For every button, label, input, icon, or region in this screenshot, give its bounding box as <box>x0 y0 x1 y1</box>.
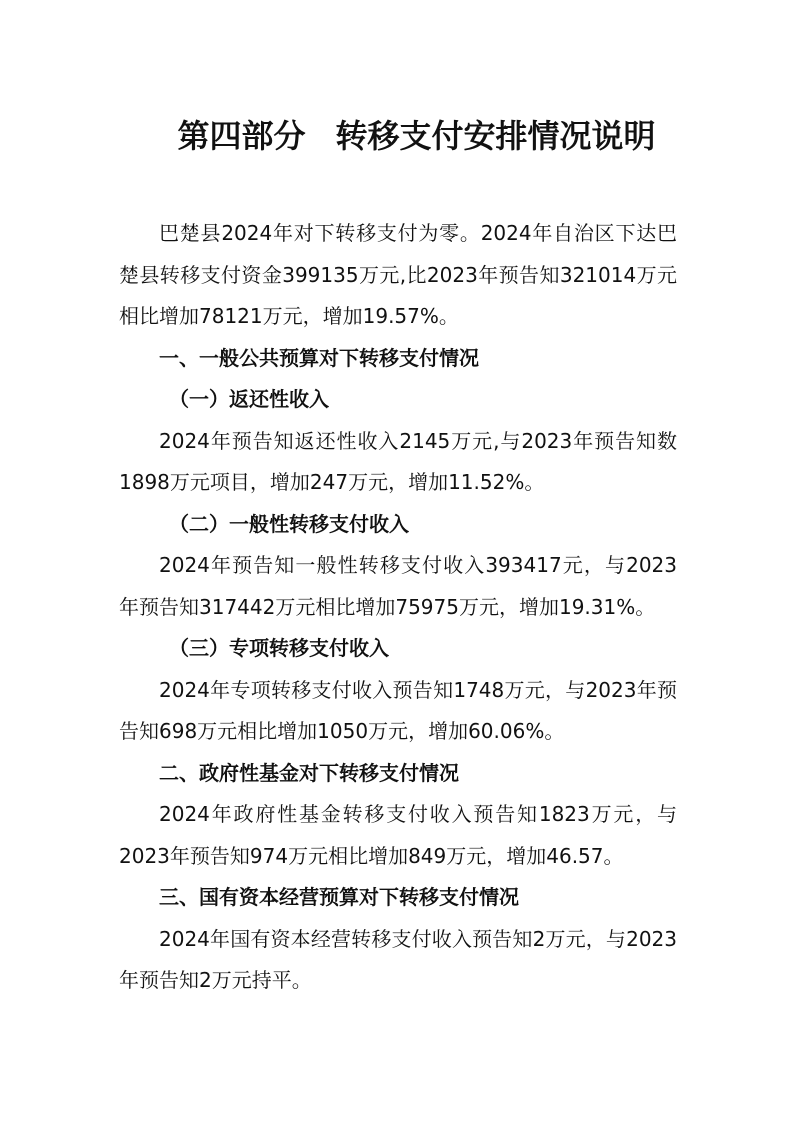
section-2-heading: 二、政府性基金对下转移支付情况 <box>159 760 459 785</box>
page-title <box>0 110 793 162</box>
subsection-1-paragraph: 2024年预告知返还性收入2145万元,与2023年预告知数1898万元项目，增加247万元，增加11.52%。 <box>119 428 677 494</box>
intro-paragraph: 巴楚县2024年对下转移支付为零。2024年自治区下达巴楚县转移支付资金399135万元,比2023年预告知321014万元相比增加78121万元，增加19.57%。 <box>119 221 677 328</box>
subsection-3-heading: （三）专项转移支付收入 <box>169 636 389 660</box>
title-main: 转移支付安排情况说明 <box>335 117 656 155</box>
document-body <box>119 213 677 1002</box>
section-2-paragraph: 2024年政府性基金转移支付收入预告知1823万元，与2023年预告知974万元相比增加849万元，增加46.57。 <box>119 802 677 868</box>
subsection-1-heading: （一）返还性收入 <box>169 387 329 411</box>
subsection-2-paragraph: 2024年预告知一般性转移支付收入393417元，与2023年预告知317442万元相比增加75975万元，增加19.31%。 <box>119 553 677 619</box>
title-part: 第四部分 <box>177 117 306 155</box>
subsection-3-paragraph: 2024年专项转移支付收入预告知1748万元，与2023年预告知698万元相比增加1050万元，增加60.06%。 <box>119 677 677 743</box>
section-3-paragraph: 2024年国有资本经营转移支付收入预告知2万元，与2023年预告知2万元持平。 <box>119 926 677 992</box>
section-3-heading: 三、国有资本经营预算对下转移支付情况 <box>159 885 519 909</box>
section-1-heading: 一、一般公共预算对下转移支付情况 <box>159 345 479 370</box>
subsection-2-heading: （二）一般性转移支付收入 <box>169 511 409 536</box>
